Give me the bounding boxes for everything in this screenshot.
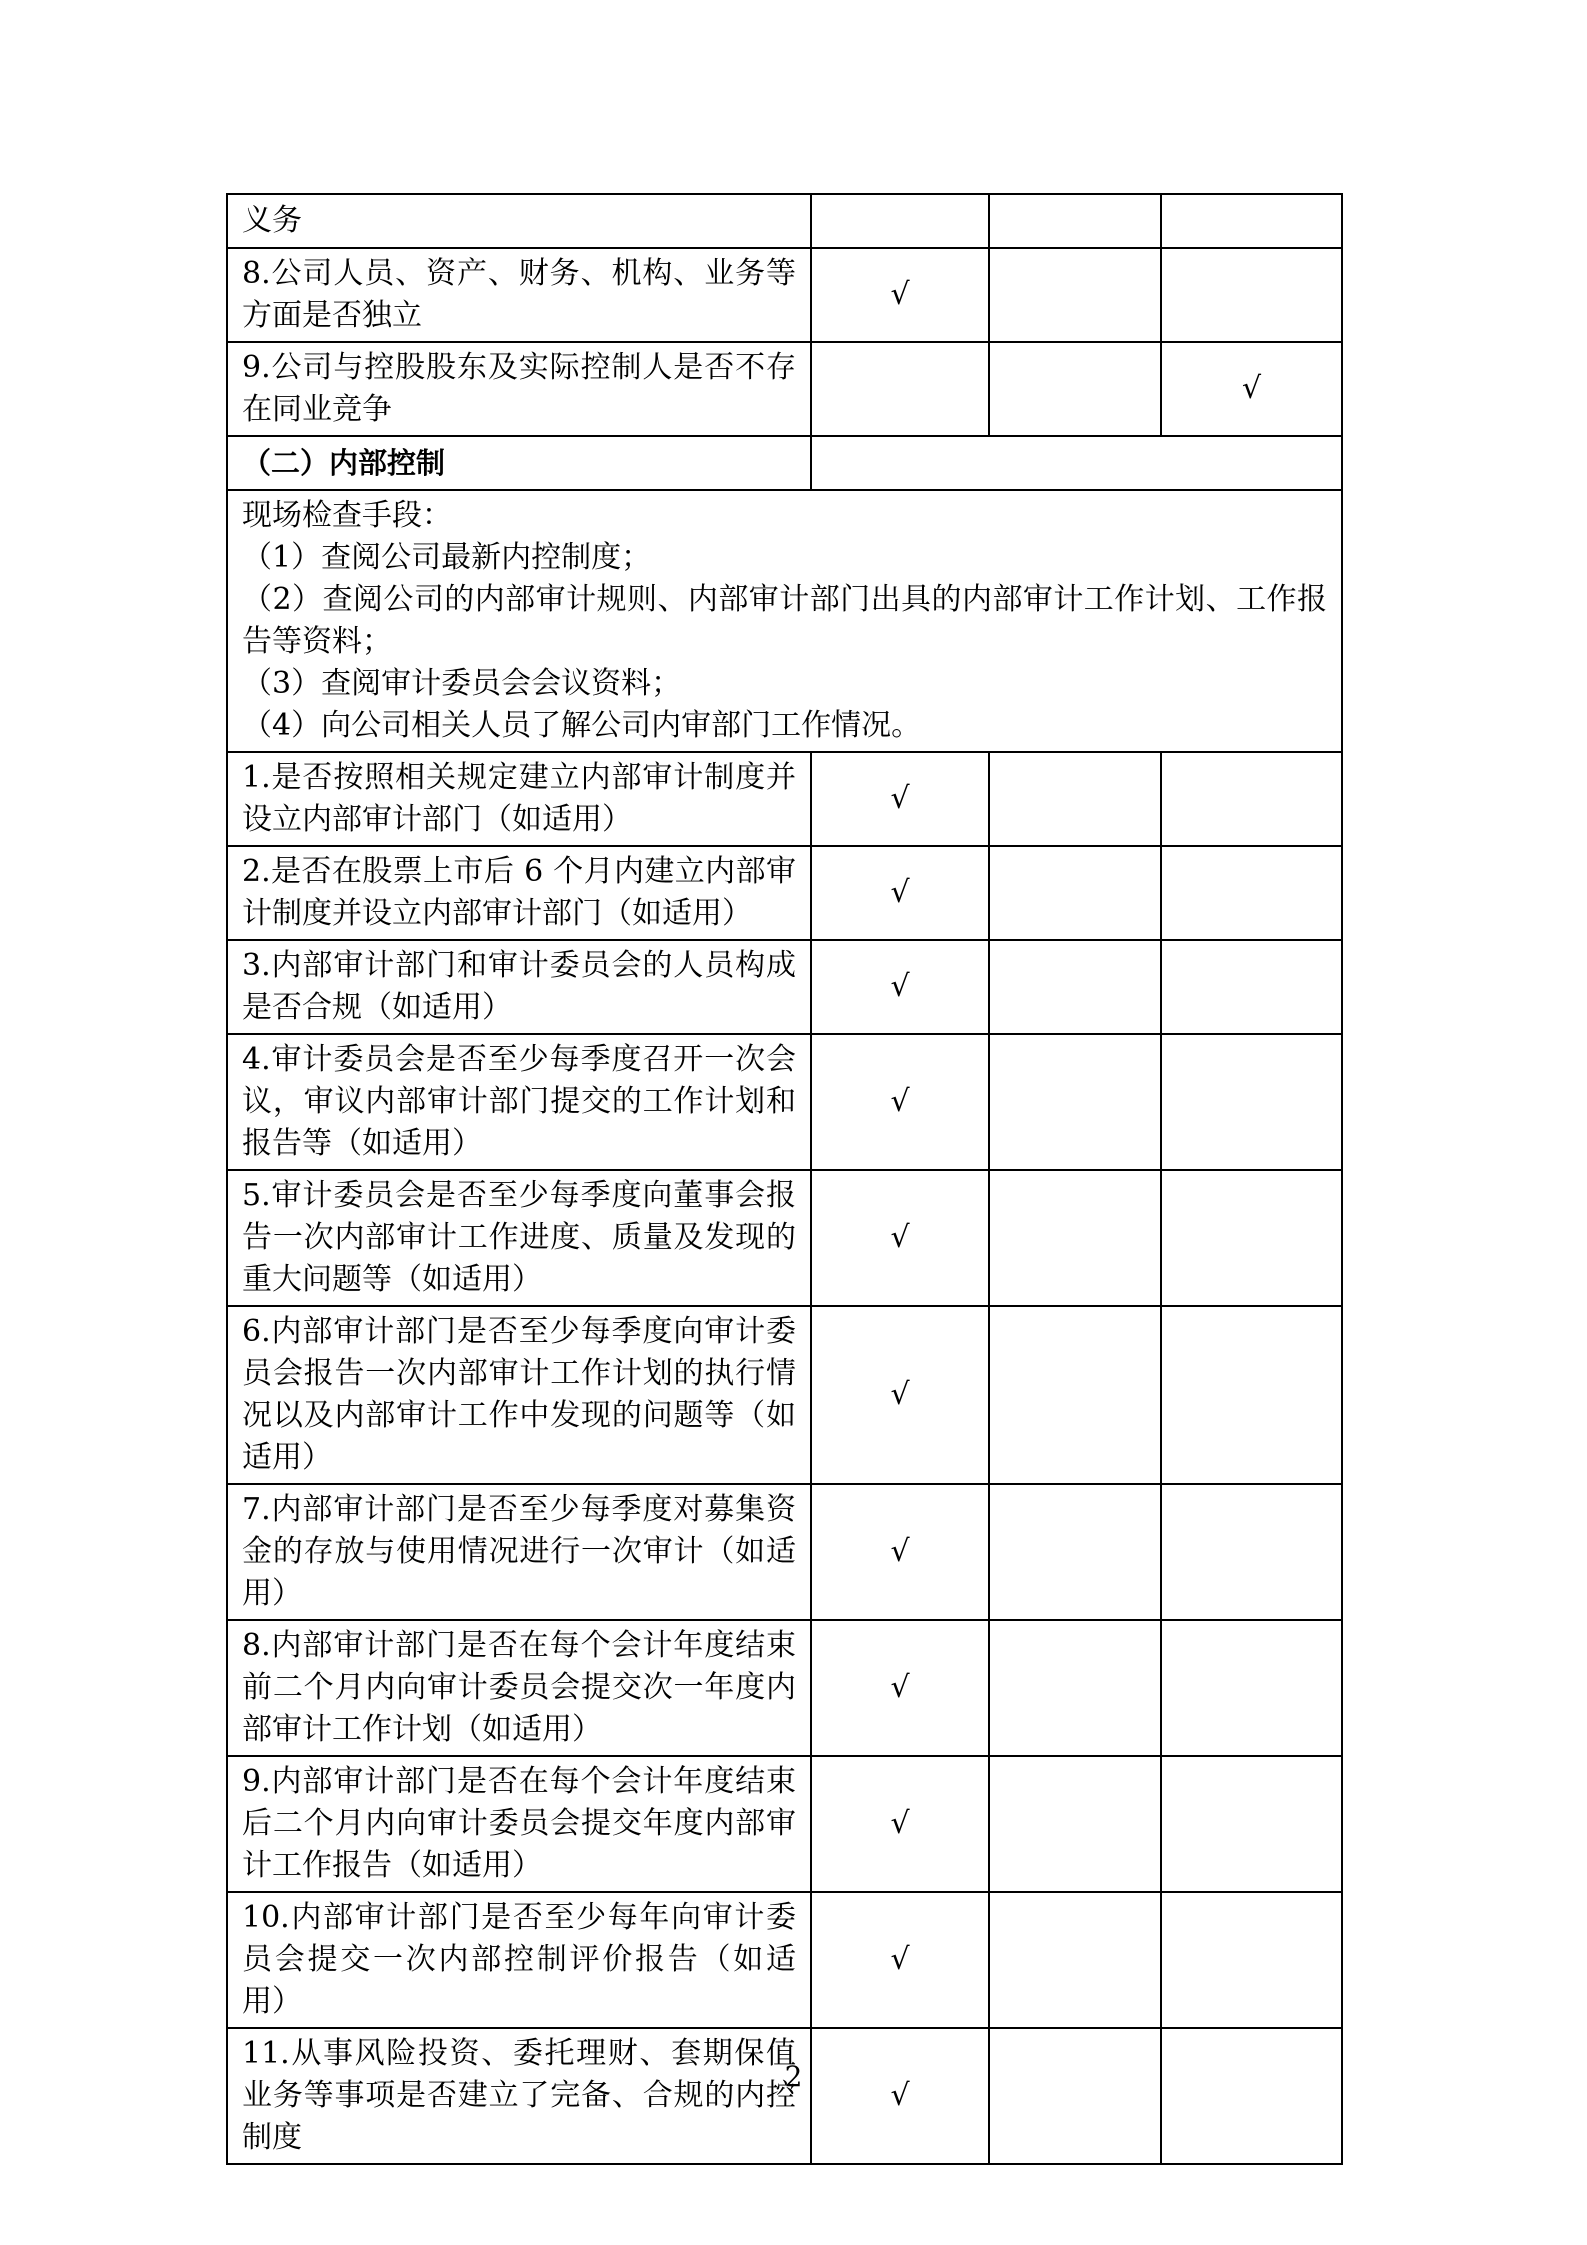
check-mark-yes: √ xyxy=(811,752,989,846)
check-mark-no xyxy=(989,1892,1161,2028)
check-mark-yes: √ xyxy=(811,1756,989,1892)
table-row xyxy=(227,248,1342,342)
checklist-table xyxy=(226,193,1343,2165)
item-text: 义务 xyxy=(227,194,811,248)
check-mark-yes: √ xyxy=(811,1620,989,1756)
check-mark-no xyxy=(989,1620,1161,1756)
check-mark-no xyxy=(989,1484,1161,1620)
check-mark-yes: √ xyxy=(811,1892,989,2028)
table-row xyxy=(227,1170,1342,1306)
table-row xyxy=(227,1892,1342,2028)
check-mark-yes: √ xyxy=(811,2028,989,2164)
check-mark-no xyxy=(989,1034,1161,1170)
check-mark-no xyxy=(989,846,1161,940)
page-number: 2 xyxy=(784,2060,803,2093)
check-mark-yes: √ xyxy=(811,1306,989,1484)
check-mark-no xyxy=(989,2028,1161,2164)
check-mark-na xyxy=(1161,752,1342,846)
table-row xyxy=(227,2028,1342,2164)
table-row xyxy=(227,846,1342,940)
methods-line: 现场检查手段： xyxy=(242,498,452,533)
check-mark-na xyxy=(1161,2028,1342,2164)
table-row xyxy=(227,1034,1342,1170)
table-row xyxy=(227,1484,1342,1620)
check-mark-na xyxy=(1161,846,1342,940)
item-text: 3.内部审计部门和审计委员会的人员构成是否合规（如适用） xyxy=(227,940,811,1034)
check-mark-na xyxy=(1161,1756,1342,1892)
methods-line: （3）查阅审计委员会会议资料； xyxy=(242,666,682,701)
item-text: 9.内部审计部门是否在每个会计年度结束后二个月内向审计委员会提交年度内部审计工作报告（如适用） xyxy=(227,1756,811,1892)
check-mark-yes: √ xyxy=(811,1170,989,1306)
item-text: 6.内部审计部门是否至少每季度向审计委员会报告一次内部审计工作计划的执行情况以及内部审计工作中发现的问题等（如适用） xyxy=(227,1306,811,1484)
methods-line: （2）查阅公司的内部审计规则、内部审计部门出具的内部审计工作计划、工作报告等资料； xyxy=(242,582,1327,659)
table-row xyxy=(227,940,1342,1034)
check-mark-na xyxy=(1161,1620,1342,1756)
check-mark-na xyxy=(1161,1484,1342,1620)
check-mark-no xyxy=(989,752,1161,846)
table-row xyxy=(227,752,1342,846)
item-text: 10.内部审计部门是否至少每年向审计委员会提交一次内部控制评价报告（如适用） xyxy=(227,1892,811,2028)
check-mark-yes xyxy=(811,194,989,248)
table-row xyxy=(227,342,1342,436)
check-mark-yes: √ xyxy=(811,1034,989,1170)
table-row xyxy=(227,194,1342,248)
check-mark-no xyxy=(989,1170,1161,1306)
check-mark-na xyxy=(1161,1170,1342,1306)
item-text: 2.是否在股票上市后 6 个月内建立内部审计制度并设立内部审计部门（如适用） xyxy=(227,846,811,940)
item-text: 8.内部审计部门是否在每个会计年度结束前二个月内向审计委员会提交次一年度内部审计工作计划（如适用） xyxy=(227,1620,811,1756)
check-mark-yes: √ xyxy=(811,940,989,1034)
check-mark-na xyxy=(1161,1034,1342,1170)
check-mark-no xyxy=(989,342,1161,436)
section-title: （二）内部控制 xyxy=(227,436,811,490)
check-mark-na xyxy=(1161,194,1342,248)
check-mark-no xyxy=(989,940,1161,1034)
methods-line: （4）向公司相关人员了解公司内审部门工作情况。 xyxy=(242,708,922,743)
check-mark-yes: √ xyxy=(811,846,989,940)
item-text: 9.公司与控股股东及实际控制人是否不存在同业竞争 xyxy=(227,342,811,436)
check-mark-no xyxy=(989,194,1161,248)
item-text: 8.公司人员、资产、财务、机构、业务等方面是否独立 xyxy=(227,248,811,342)
table-row xyxy=(227,1620,1342,1756)
check-mark-yes xyxy=(811,342,989,436)
table-row xyxy=(227,1756,1342,1892)
item-text: 1.是否按照相关规定建立内部审计制度并设立内部审计部门（如适用） xyxy=(227,752,811,846)
item-text: 7.内部审计部门是否至少每季度对募集资金的存放与使用情况进行一次审计（如适用） xyxy=(227,1484,811,1620)
check-mark-na xyxy=(1161,248,1342,342)
item-text: 5.审计委员会是否至少每季度向董事会报告一次内部审计工作进度、质量及发现的重大问题等（如适用） xyxy=(227,1170,811,1306)
check-mark-na xyxy=(1161,1892,1342,2028)
check-mark-yes: √ xyxy=(811,248,989,342)
item-text: 11.从事风险投资、委托理财、套期保值业务等事项是否建立了完备、合规的内控制度 xyxy=(227,2028,811,2164)
check-mark-na xyxy=(1161,940,1342,1034)
item-text: 4.审计委员会是否至少每季度召开一次会议，审议内部审计部门提交的工作计划和报告等（如适用） xyxy=(227,1034,811,1170)
check-mark-na xyxy=(1161,1306,1342,1484)
table-row xyxy=(227,1306,1342,1484)
check-mark-no xyxy=(989,248,1161,342)
section-blank-cell xyxy=(811,436,1342,490)
section-row xyxy=(227,436,1342,490)
check-mark-no xyxy=(989,1306,1161,1484)
methods-row xyxy=(227,490,1342,752)
check-mark-yes: √ xyxy=(811,1484,989,1620)
check-mark-no xyxy=(989,1756,1161,1892)
inspection-methods xyxy=(227,490,1342,752)
check-mark-na: √ xyxy=(1161,342,1342,436)
methods-line: （1）查阅公司最新内控制度； xyxy=(242,540,652,575)
